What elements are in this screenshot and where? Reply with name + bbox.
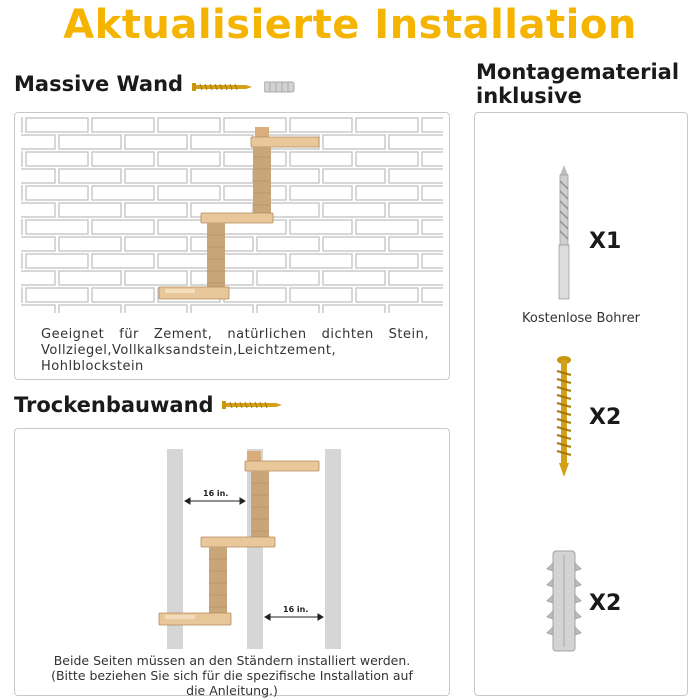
drywall-heading: Trockenbauwand	[14, 393, 214, 417]
drywall-note-line-1: Beide Seiten müssen an den Ständern installiert werden.	[53, 653, 411, 668]
hardware-heading-line-1: Montagematerial	[476, 60, 680, 84]
drywall-note-line-3: die Anleitung.)	[186, 683, 278, 698]
page-title: Aktualisierte Installation	[63, 2, 637, 48]
screw-small-icon	[222, 398, 284, 412]
drill-bit-caption: Kostenlose Bohrer	[522, 311, 640, 326]
drywall-stud-illustration	[15, 429, 449, 651]
solid-wall-description: Geeignet für Zement, natürlichen dichten Stein, Vollziegel,Vollkalksandstein,Leichtzement, Hohlblockstein	[41, 327, 429, 374]
drill-bit-quantity: X1	[589, 229, 622, 254]
hardware-panel	[474, 112, 688, 696]
screw-small-icon	[192, 80, 252, 94]
solid-wall-heading: Massive Wand	[14, 72, 184, 96]
drywall-note-line-2: (Bitte beziehen Sie sich für die spezifische Installation auf	[51, 668, 413, 683]
stud-right	[325, 449, 341, 649]
solid-wall-panel	[14, 112, 450, 380]
drywall-panel	[14, 428, 450, 696]
hardware-heading	[476, 60, 679, 108]
dimension-label-top: 16 in.	[203, 489, 229, 498]
wall-anchor-quantity: X2	[589, 591, 622, 616]
drywall-note	[15, 653, 449, 698]
dimension-label-bottom: 16 in.	[283, 605, 309, 614]
anchor-small-icon	[264, 79, 298, 95]
brick-wall-illustration	[15, 113, 449, 319]
drill-bit-icon	[551, 163, 577, 303]
wall-anchor-icon	[545, 549, 583, 653]
hardware-heading-line-2: inklusive	[476, 84, 582, 108]
screw-icon	[551, 355, 577, 479]
screw-quantity: X2	[589, 405, 622, 430]
